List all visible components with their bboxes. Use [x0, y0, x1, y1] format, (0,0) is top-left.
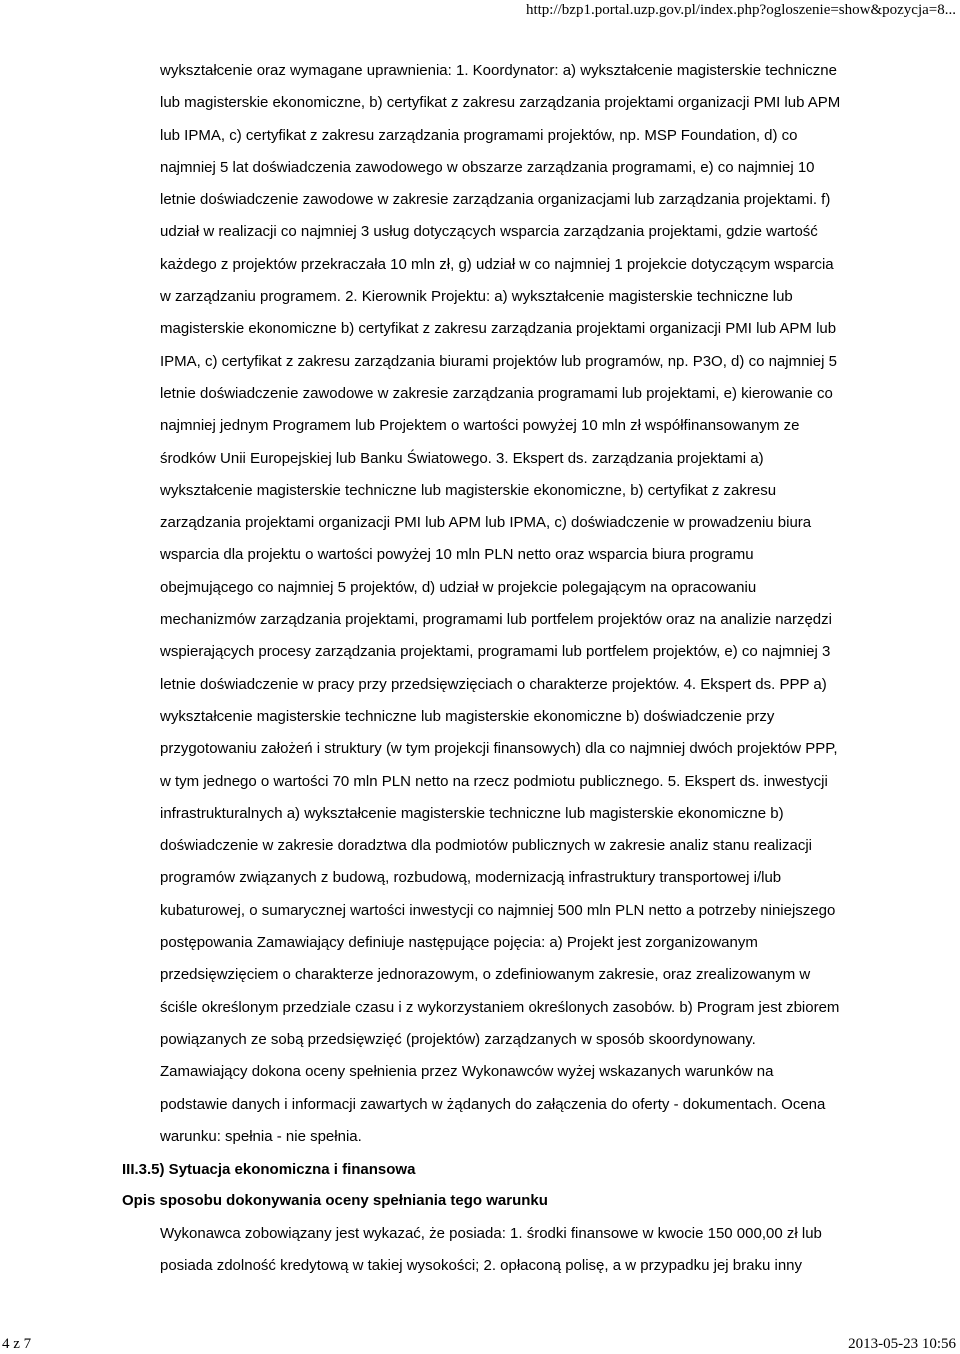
print-footer-timestamp: 2013-05-23 10:56 [848, 1336, 956, 1352]
section-heading: III.3.5) Sytuacja ekonomiczna i finansowa [122, 1161, 416, 1178]
document-body [160, 55, 900, 1153]
print-header-url: http://bzp1.portal.uzp.gov.pl/index.php?ogloszenie=show&pozycja=8... [525, 2, 956, 18]
print-footer-page-number: 4 z 7 [2, 1336, 32, 1352]
requirements-paragraph: wykształcenie oraz wymagane uprawnienia: 1. Koordynator: a) wykształcenie magisterskie techniczne lub magisterskie ekonomiczne, b) certyfikat z zakresu zarządzania projektami organizacji PMI lub APM lub IPMA, c) certyfikat z zakresu zarządzania programami projektów, np. MSP Foundation, d) co najmniej 5 lat doświadczenia zawodowego w obszarze zarządzania programami, e) co najmniej 10 letnie doświadczenie zawodowe w zakresie zarządzania organizacjami lub zarządzania projektami. f) udział w realizacji co najmniej 3 usług dotyczących wsparcia zarządzania projektami, gdzie wartość każdego z projektów przekraczała 10 mln zł, g) udział w co najmniej 1 projekcie dotyczącym wsparcia w zarządzaniu programem. 2. Kierownik Projektu: a) wykształcenie magisterskie techniczne lub magisterskie ekonomiczne b) certyfikat z zakresu zarządzania projektami organizacji PMI lub APM lub IPMA, c) certyfikat z zakresu zarządzania biurami projektów lub programów, np. P3O, d) co najmniej 5 letnie doświadczenie zawodowe w zakresie zarządzania programami lub projektami, e) kierowanie co najmniej jednym Programem lub Projektem o wartości powyżej 10 mln zł współfinansowanym ze środków Unii Europejskiej lub Banku Światowego. 3. Ekspert ds. zarządzania projektami a) wykształcenie magisterskie techniczne lub magisterskie ekonomiczne, b) certyfikat z zakresu zarządzania projektami organizacji PMI lub APM lub IPMA, c) doświadczenie w prowadzeniu biura wsparcia dla projektu o wartości powyżej 10 mln PLN netto oraz wsparcia biura programu obejmującego co najmniej 5 projektów, d) udział w projekcie polegającym na opracowaniu mechanizmów zarządzania projektami, programami lub portfelem projektów oraz na analizie narzędzi wspierających procesy zarządzania projektami, programami lub portfelem projektów, e) co najmniej 3 letnie doświadczenie w pracy przy przedsięwzięciach o charakterze projektów. 4. Ekspert ds. PPP a) wykształcenie magisterskie techniczne lub magisterskie ekonomiczne b) doświadczenie przy przygotowaniu założeń i struktury (w tym projekcji finansowych) dla co najmniej dwóch projektów PPP, w tym jednego o wartości 70 mln PLN netto na rzecz podmiotu publicznego. 5. Ekspert ds. inwestycji infrastrukturalnych a) wykształcenie magisterskie techniczne lub magisterskie ekonomiczne b) doświadczenie w zakresie doradztwa dla podmiotów publicznych w zakresie analiz stanu realizacji programów związanych z budową, rozbudową, modernizacją infrastruktury transportowej i/lub kubaturowej, o sumarycznej wartości inwestycji co najmniej 500 mln PLN netto a potrzeby niniejszego postępowania Zamawiający definiuje następujące pojęcia: a) Projekt jest zorganizowanym przedsięwzięciem o charakterze jednorazowym, o zdefiniowanym zakresie, oraz zrealizowanym w ściśle określonym przedziale czasu i z wykorzystaniem określonych zasobów. b) Program jest zbiorem powiązanych ze sobą przedsięwzięć (projektów) zarządzanych w sposób skoordynowany. Zamawiający dokona oceny spełnienia przez Wykonawców wyżej wskazanych warunków na podstawie danych i informacji zawartych w żądanych do załączenia do oferty - dokumentach. Ocena warunku: spełnia - nie spełnia. [160, 62, 841, 1145]
section-paragraph: Wykonawca zobowiązany jest wykazać, że posiada: 1. środki finansowe w kwocie 150 000,00 zł lub posiada zdolność kredytową w takiej wysokości; 2. opłaconą polisę, a w przypadku jej braku inny [160, 1225, 822, 1275]
section-subheading: Opis sposobu dokonywania oceny spełniania tego warunku [122, 1192, 548, 1209]
section-body [160, 1218, 900, 1283]
